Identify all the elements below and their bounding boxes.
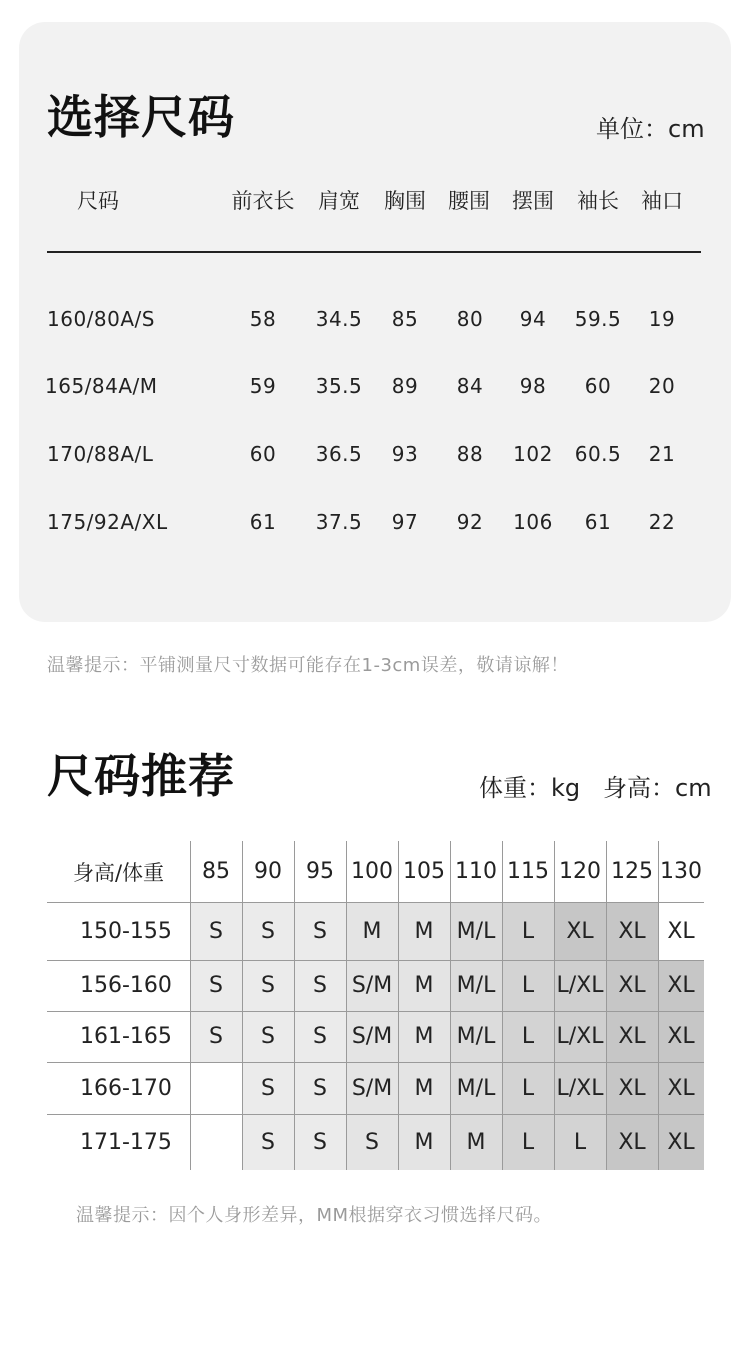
weight-header: 110 (455, 859, 497, 884)
measurement-cell: 21 (648, 442, 676, 466)
measurement-cell: 35.5 (315, 374, 363, 398)
measurement-cell: 80 (456, 307, 484, 331)
grid-vertical-line (190, 841, 191, 1170)
measurement-cell: 88 (456, 442, 484, 466)
size-recommendation-cell: XL (658, 1114, 704, 1170)
grid-vertical-line (554, 841, 555, 1170)
measurement-cell: 106 (513, 510, 553, 534)
size-recommendation-cell: XL (606, 1011, 658, 1062)
header-divider (47, 251, 701, 253)
size-recommendation-cell: M (398, 1062, 450, 1114)
grid-horizontal-line (47, 902, 704, 903)
measurement-cell: 22 (648, 510, 676, 534)
grid-vertical-line (346, 841, 347, 1170)
size-chart-unit: 单位：cm (596, 115, 705, 143)
size-recommendation-cell: S (294, 960, 346, 1011)
weight-header: 130 (660, 859, 702, 884)
measurement-cell: 59 (249, 374, 277, 398)
height-label: 171-175 (80, 1129, 172, 1155)
size-recommendation-cell: XL (606, 960, 658, 1011)
size-recommendation-cell: M (398, 1114, 450, 1170)
size-recommendation-cell: L (502, 1011, 554, 1062)
size-recommendation-cell: L/XL (554, 1011, 606, 1062)
size-recommendation-cell: L (554, 1114, 606, 1170)
recommend-tip: 温馨提示：因个人身形差异，MM根据穿衣习惯选择尺码。 (76, 1205, 553, 1226)
height-label: 161-165 (80, 1024, 172, 1049)
grid-vertical-line (242, 841, 243, 1170)
size-recommendation-cell: S (346, 1114, 398, 1170)
measurement-cell: 61 (584, 510, 612, 534)
size-recommendation-cell: M/L (450, 960, 502, 1011)
grid-vertical-line (450, 841, 451, 1170)
measurement-cell: 60 (584, 374, 612, 398)
size-recommendation-cell: XL (554, 902, 606, 960)
column-header: 胸围 (384, 189, 426, 213)
size-recommendation-cell: XL (606, 1062, 658, 1114)
measurement-cell: 89 (391, 374, 419, 398)
weight-header: 95 (306, 859, 334, 884)
column-header: 腰围 (448, 189, 490, 213)
grid-vertical-line (294, 841, 295, 1170)
height-label: 166-170 (80, 1075, 172, 1101)
size-recommendation-cell (190, 1114, 242, 1170)
weight-header: 120 (559, 859, 601, 884)
column-header: 尺码 (77, 189, 119, 213)
column-header: 前衣长 (231, 189, 295, 213)
size-recommendation-cell: XL (658, 1011, 704, 1062)
column-header: 袖口 (641, 189, 683, 213)
measurement-cell: 60 (249, 442, 277, 466)
grid-vertical-line (606, 841, 607, 1170)
size-recommendation-cell: M (398, 902, 450, 960)
measurement-cell: 61 (249, 510, 277, 534)
size-chart-tip: 温馨提示：平铺测量尺寸数据可能存在1-3cm误差，敬请谅解！ (47, 655, 569, 676)
measurement-cell: 102 (513, 442, 553, 466)
size-recommendation-cell: S (242, 1114, 294, 1170)
size-recommendation-cell: S (190, 960, 242, 1011)
measurement-cell: 20 (648, 374, 676, 398)
size-recommendation-cell: S (242, 1062, 294, 1114)
height-label: 150-155 (80, 918, 172, 944)
measurement-cell: 60.5 (574, 442, 622, 466)
size-recommendation-cell: S (190, 902, 242, 960)
recommend-title: 尺码推荐 (47, 749, 235, 803)
size-recommendation-cell: XL (606, 1114, 658, 1170)
size-label-cell: 170/88A/L (47, 442, 154, 466)
size-recommendation-cell: L/XL (554, 960, 606, 1011)
size-recommendation-cell: S/M (346, 960, 398, 1011)
size-recommendation-cell: L (502, 1114, 554, 1170)
size-recommendation-cell: M/L (450, 1011, 502, 1062)
measurement-cell: 85 (391, 307, 419, 331)
weight-header: 90 (254, 859, 282, 884)
size-label-cell: 160/80A/S (47, 307, 155, 331)
grid-horizontal-line (47, 1062, 704, 1063)
column-header: 摆围 (512, 189, 554, 213)
corner-label: 身高/体重 (72, 860, 165, 885)
measurement-cell: 36.5 (315, 442, 363, 466)
size-recommendation-cell: S (242, 960, 294, 1011)
size-recommendation-cell: M/L (450, 902, 502, 960)
size-recommendation-cell: S (242, 1011, 294, 1062)
size-recommendation-cell: M (346, 902, 398, 960)
size-recommendation-cell: S/M (346, 1011, 398, 1062)
size-label-cell: 165/84A/M (45, 374, 158, 398)
measurement-cell: 93 (391, 442, 419, 466)
size-recommendation-cell: M (398, 1011, 450, 1062)
weight-header: 115 (507, 859, 549, 884)
measurement-cell: 94 (519, 307, 547, 331)
column-header: 肩宽 (318, 189, 360, 213)
size-recommendation-cell: S (190, 1011, 242, 1062)
weight-header: 100 (351, 859, 393, 884)
weight-header: 105 (403, 859, 445, 884)
measurement-cell: 34.5 (315, 307, 363, 331)
recommend-unit: 体重：kg 身高：cm (479, 774, 712, 802)
size-recommendation-cell: S (294, 1062, 346, 1114)
size-recommendation-cell: S (294, 1011, 346, 1062)
measurement-cell: 19 (648, 307, 676, 331)
size-recommendation-cell: M (398, 960, 450, 1011)
size-recommendation-cell: XL (658, 1062, 704, 1114)
weight-header: 85 (202, 859, 230, 884)
grid-horizontal-line (47, 1114, 704, 1115)
size-recommendation-cell: L (502, 902, 554, 960)
grid-vertical-line (502, 841, 503, 1170)
size-recommendation-cell: S (294, 902, 346, 960)
grid-vertical-line (658, 841, 659, 1170)
weight-header: 125 (611, 859, 653, 884)
grid-horizontal-line (47, 1011, 704, 1012)
size-recommendation-cell: L/XL (554, 1062, 606, 1114)
column-header: 袖长 (577, 189, 619, 213)
size-recommendation-cell: S (242, 902, 294, 960)
size-recommendation-cell (190, 1062, 242, 1114)
measurement-cell: 37.5 (315, 510, 363, 534)
size-recommendation-cell: S/M (346, 1062, 398, 1114)
measurement-cell: 58 (249, 307, 277, 331)
size-recommendation-cell: XL (606, 902, 658, 960)
size-chart-title: 选择尺码 (47, 90, 235, 144)
size-recommendation-cell: S (294, 1114, 346, 1170)
size-recommendation-cell: XL (658, 960, 704, 1011)
size-recommendation-cell: L (502, 960, 554, 1011)
measurement-cell: 92 (456, 510, 484, 534)
size-recommendation-cell: XL (658, 902, 704, 960)
size-label-cell: 175/92A/XL (47, 510, 168, 534)
size-recommendation-cell: M (450, 1114, 502, 1170)
grid-horizontal-line (47, 960, 704, 961)
height-label: 156-160 (80, 973, 172, 998)
size-recommendation-cell: M/L (450, 1062, 502, 1114)
measurement-cell: 84 (456, 374, 484, 398)
measurement-cell: 97 (391, 510, 419, 534)
measurement-cell: 98 (519, 374, 547, 398)
size-recommendation-cell: L (502, 1062, 554, 1114)
grid-vertical-line (398, 841, 399, 1170)
measurement-cell: 59.5 (574, 307, 622, 331)
